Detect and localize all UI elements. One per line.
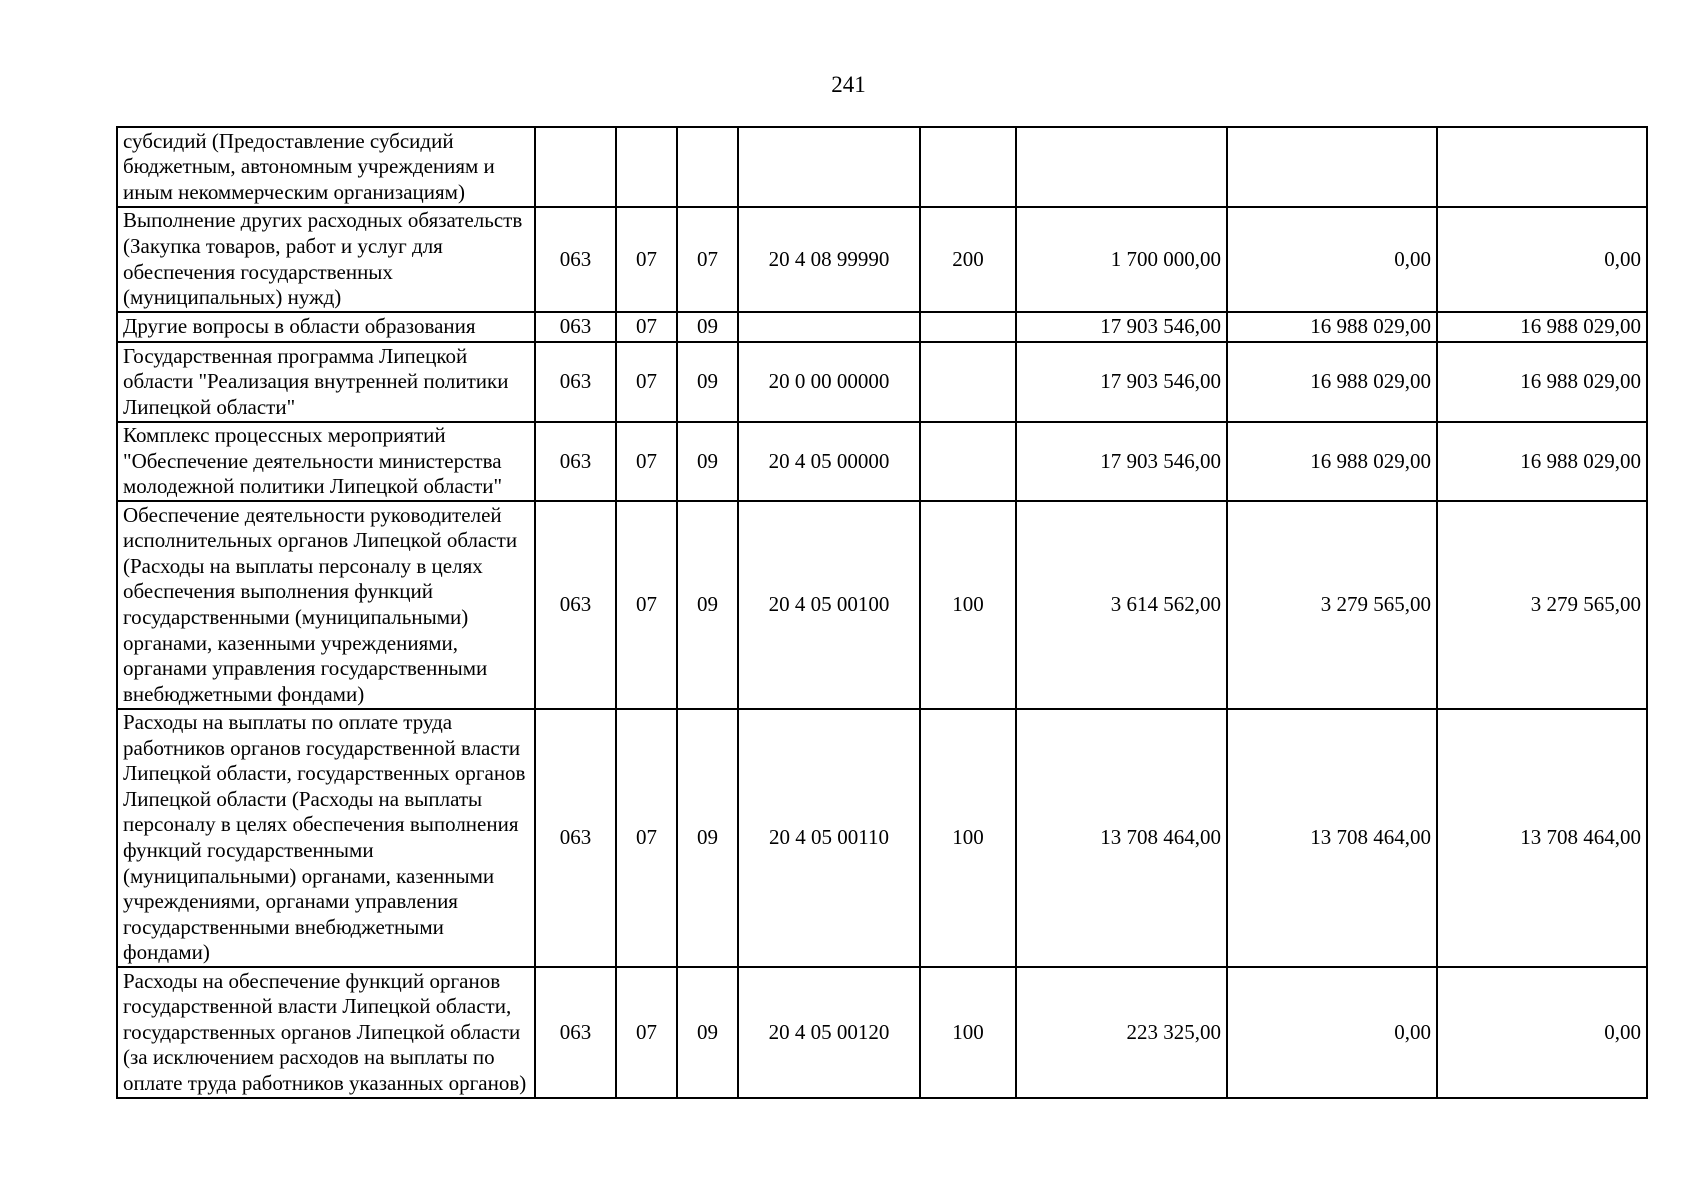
table-row	[117, 312, 1647, 342]
pr-cell: 09	[677, 967, 738, 1098]
vr-cell	[920, 342, 1016, 422]
sum-3-cell: 0,00	[1437, 207, 1647, 312]
table-row	[117, 422, 1647, 501]
sum-1-cell: 223 325,00	[1016, 967, 1227, 1098]
gr-cell: 063	[535, 422, 616, 501]
table-row	[117, 501, 1647, 709]
row-name-cell: Выполнение других расходных обязательств (Закупка товаров, работ и услуг для обеспечения государственных (муниципальных) нужд)	[117, 207, 535, 312]
pr-cell: 07	[677, 207, 738, 312]
sum-3-cell: 0,00	[1437, 967, 1647, 1098]
row-name-cell: субсидий (Предоставление субсидий бюджетным, автономным учреждениям и иным некоммерческим организациям)	[117, 127, 535, 207]
sum-3-cell: 3 279 565,00	[1437, 501, 1647, 709]
sum-1-cell: 13 708 464,00	[1016, 709, 1227, 967]
sum-3-cell	[1437, 127, 1647, 207]
csr-cell: 20 4 05 00100	[738, 501, 920, 709]
sum-3-cell: 16 988 029,00	[1437, 342, 1647, 422]
csr-cell: 20 4 05 00000	[738, 422, 920, 501]
pr-cell	[677, 127, 738, 207]
sum-2-cell: 16 988 029,00	[1227, 342, 1437, 422]
gr-cell: 063	[535, 207, 616, 312]
table-row	[117, 342, 1647, 422]
csr-cell: 20 4 05 00120	[738, 967, 920, 1098]
page-number: 241	[831, 72, 866, 97]
pr-cell: 09	[677, 501, 738, 709]
vr-cell: 100	[920, 501, 1016, 709]
rz-cell: 07	[616, 342, 677, 422]
table-row	[117, 709, 1647, 967]
csr-cell: 20 4 08 99990	[738, 207, 920, 312]
row-name-cell: Расходы на выплаты по оплате труда работников органов государственной власти Липецкой области, государственных органов Липецкой области (Расходы на выплаты персоналу в целях обеспечения выполнения функций государственными (муниципальными) органами, казенными учреждениями, органами управления государственными внебюджетными фондами)	[117, 709, 535, 967]
sum-1-cell: 1 700 000,00	[1016, 207, 1227, 312]
rz-cell: 07	[616, 312, 677, 342]
rz-cell	[616, 127, 677, 207]
sum-3-cell: 16 988 029,00	[1437, 422, 1647, 501]
sum-1-cell: 17 903 546,00	[1016, 422, 1227, 501]
rz-cell: 07	[616, 967, 677, 1098]
sum-2-cell: 16 988 029,00	[1227, 422, 1437, 501]
table-row	[117, 207, 1647, 312]
sum-1-cell: 17 903 546,00	[1016, 342, 1227, 422]
sum-1-cell	[1016, 127, 1227, 207]
sum-2-cell: 0,00	[1227, 207, 1437, 312]
sum-2-cell: 3 279 565,00	[1227, 501, 1437, 709]
pr-cell: 09	[677, 709, 738, 967]
sum-1-cell: 3 614 562,00	[1016, 501, 1227, 709]
csr-cell: 20 0 00 00000	[738, 342, 920, 422]
row-name-cell: Расходы на обеспечение функций органов государственной власти Липецкой области, государственных органов Липецкой области (за исключением расходов на выплаты по оплате труда работников указанных органов)	[117, 967, 535, 1098]
budget-table-body	[117, 127, 1647, 1098]
gr-cell	[535, 127, 616, 207]
csr-cell	[738, 312, 920, 342]
vr-cell	[920, 422, 1016, 501]
csr-cell: 20 4 05 00110	[738, 709, 920, 967]
sum-2-cell: 13 708 464,00	[1227, 709, 1437, 967]
pr-cell: 09	[677, 422, 738, 501]
gr-cell: 063	[535, 967, 616, 1098]
sum-1-cell: 17 903 546,00	[1016, 312, 1227, 342]
row-name-cell: Государственная программа Липецкой области "Реализация внутренней политики Липецкой области"	[117, 342, 535, 422]
gr-cell: 063	[535, 501, 616, 709]
sum-3-cell: 13 708 464,00	[1437, 709, 1647, 967]
rz-cell: 07	[616, 501, 677, 709]
rz-cell: 07	[616, 709, 677, 967]
pr-cell: 09	[677, 342, 738, 422]
sum-2-cell	[1227, 127, 1437, 207]
pr-cell: 09	[677, 312, 738, 342]
csr-cell	[738, 127, 920, 207]
gr-cell: 063	[535, 342, 616, 422]
budget-table	[116, 126, 1648, 1099]
table-row	[117, 127, 1647, 207]
table-row	[117, 967, 1647, 1098]
vr-cell: 200	[920, 207, 1016, 312]
vr-cell	[920, 312, 1016, 342]
sum-2-cell: 0,00	[1227, 967, 1437, 1098]
sum-3-cell: 16 988 029,00	[1437, 312, 1647, 342]
rz-cell: 07	[616, 207, 677, 312]
vr-cell: 100	[920, 967, 1016, 1098]
vr-cell: 100	[920, 709, 1016, 967]
gr-cell: 063	[535, 312, 616, 342]
row-name-cell: Комплекс процессных мероприятий "Обеспечение деятельности министерства молодежной политики Липецкой области"	[117, 422, 535, 501]
rz-cell: 07	[616, 422, 677, 501]
gr-cell: 063	[535, 709, 616, 967]
sum-2-cell: 16 988 029,00	[1227, 312, 1437, 342]
vr-cell	[920, 127, 1016, 207]
row-name-cell: Обеспечение деятельности руководителей исполнительных органов Липецкой области (Расходы на выплаты персоналу в целях обеспечения выполнения функций государственными (муниципальными) органами, казенными учреждениями, органами управления государственными внебюджетными фондами)	[117, 501, 535, 709]
row-name-cell: Другие вопросы в области образования	[117, 312, 535, 342]
